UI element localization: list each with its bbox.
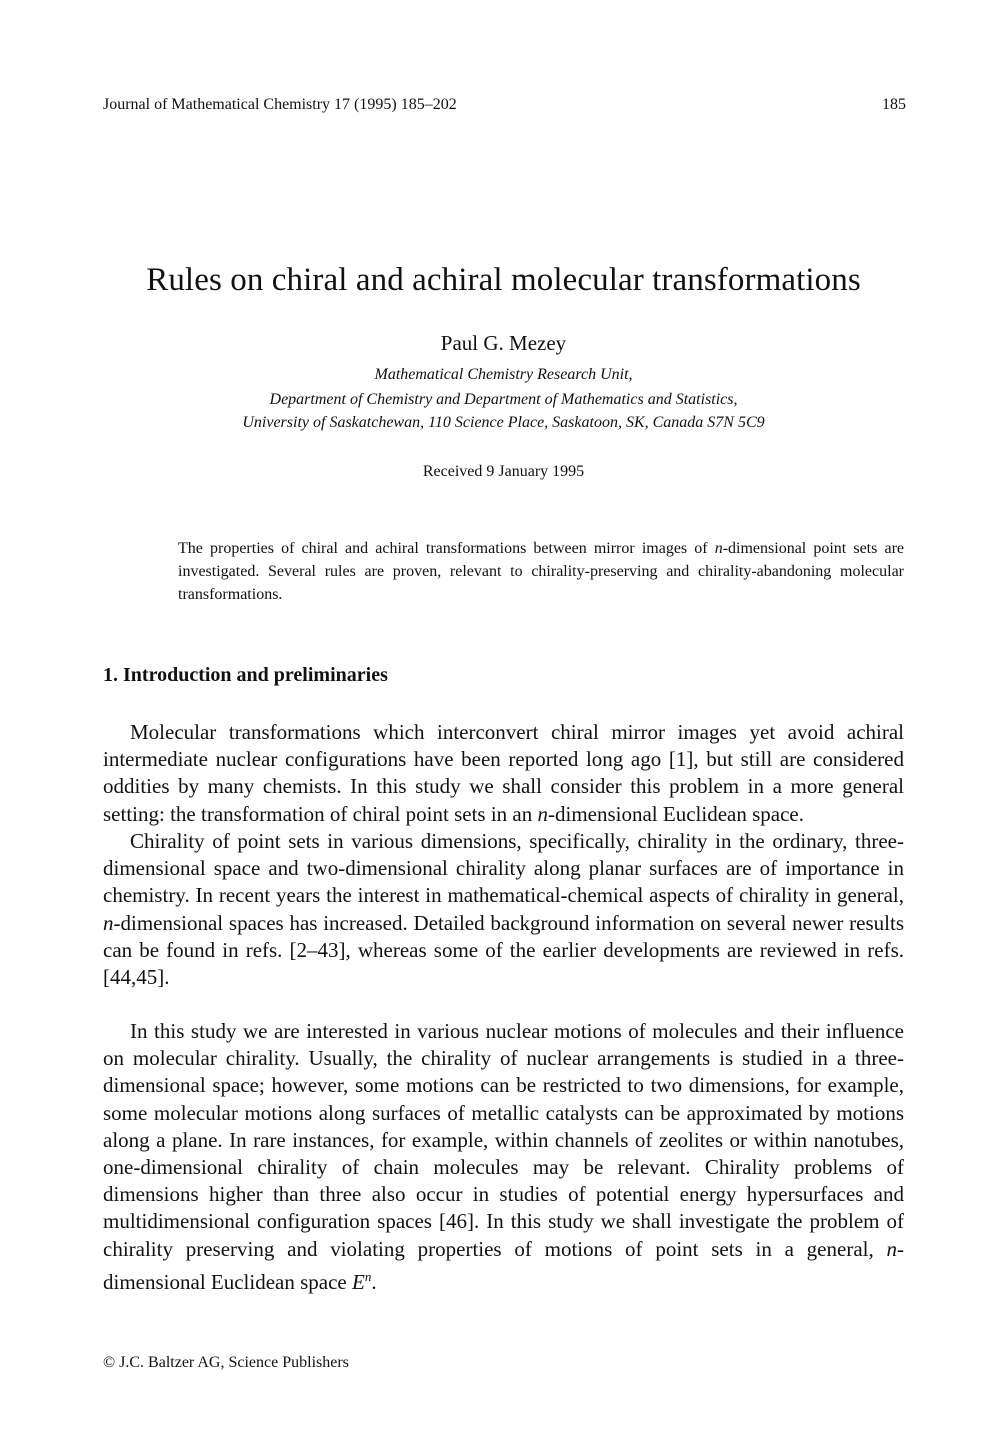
abstract-text-b: -dimensional point sets are investigated. Several rules are proven, relevant to chirality-preserving and chirality-abandoning molecular transformations. (178, 540, 904, 603)
paragraph-2-italic-n: n (103, 910, 114, 935)
paragraph-2-text-a: Chirality of point sets in various dimensions, specifically, chirality in the ordinary, three-dimensional space and two-dimensional chirality along planar surfaces are of importance in chemistry. In recent years the interest in mathematical-chemical aspects of chirality in general, (103, 829, 904, 908)
journal-citation: Journal of Mathematical Chemistry 17 (1995) 185–202 (103, 96, 457, 113)
affiliation-address: University of Saskatchewan, 110 Science Place, Saskatoon, SK, Canada S7N 5C9 (242, 414, 765, 431)
copyright-notice: © J.C. Baltzer AG, Science Publishers (103, 1354, 349, 1371)
abstract (178, 537, 904, 606)
affiliation-unit: Mathematical Chemistry Research Unit, (374, 366, 633, 383)
paragraph-1-text-b: -dimensional Euclidean space. (548, 801, 804, 826)
section-heading: 1. Introduction and preliminaries (103, 664, 388, 686)
paragraph-2-text-b: -dimensional spaces has increased. Detailed background information on several newer results can be found in refs. [2–43], whereas some of the earlier developments are reviewed in refs. [44,45]. (103, 910, 904, 990)
page-number: 185 (882, 96, 906, 113)
paragraph-1-italic-n: n (537, 801, 548, 826)
abstract-italic-n: n (714, 540, 723, 557)
paragraph-2 (103, 828, 904, 991)
paragraph-3-italic-n: n (886, 1236, 897, 1261)
paragraph-3-end: . (371, 1269, 377, 1294)
received-date: Received 9 January 1995 (422, 463, 585, 480)
paragraph-3-superscript-n: n (364, 1268, 372, 1284)
abstract-text-a: The properties of chiral and achiral transformations between mirror images of (178, 540, 715, 557)
paragraph-3-text-b: -dimensional Euclidean space (103, 1236, 904, 1294)
paragraph-3-italic-E: E (352, 1269, 365, 1294)
paragraph-1-text-a: Molecular transformations which interconvert chiral mirror images yet avoid achiral intermediate nuclear configurations have been reported long ago [1], but still are considered oddities by many chemists. In this study we shall consider this problem in a more general setting: the transformation of chiral point sets in an (103, 720, 904, 826)
author-name: Paul G. Mezey (440, 331, 567, 355)
paragraph-3 (103, 1018, 904, 1296)
paper-title: Rules on chiral and achiral molecular transformations (146, 262, 861, 298)
affiliation-departments: Department of Chemistry and Department of Mathematics and Statistics, (269, 391, 738, 408)
paragraph-3-text-a: In this study we are interested in various nuclear motions of molecules and their influence on molecular chirality. Usually, the chirality of nuclear arrangements is studied in a three-dimensional space; however, some motions can be restricted to two dimensions, for example, some molecular motions along surfaces of metallic catalysts can be approximated by motions along a plane. In rare instances, for example, within channels of zeolites or within nanotubes, one-dimensional chirality of chain molecules may be relevant. Chirality problems of dimensions higher than three also occur in studies of potential energy hypersurfaces and multidimensional configuration spaces [46]. In this study we shall investigate the problem of chirality preserving and violating properties of motions of point sets in a general, (103, 1019, 904, 1261)
paragraph-1 (103, 719, 904, 828)
